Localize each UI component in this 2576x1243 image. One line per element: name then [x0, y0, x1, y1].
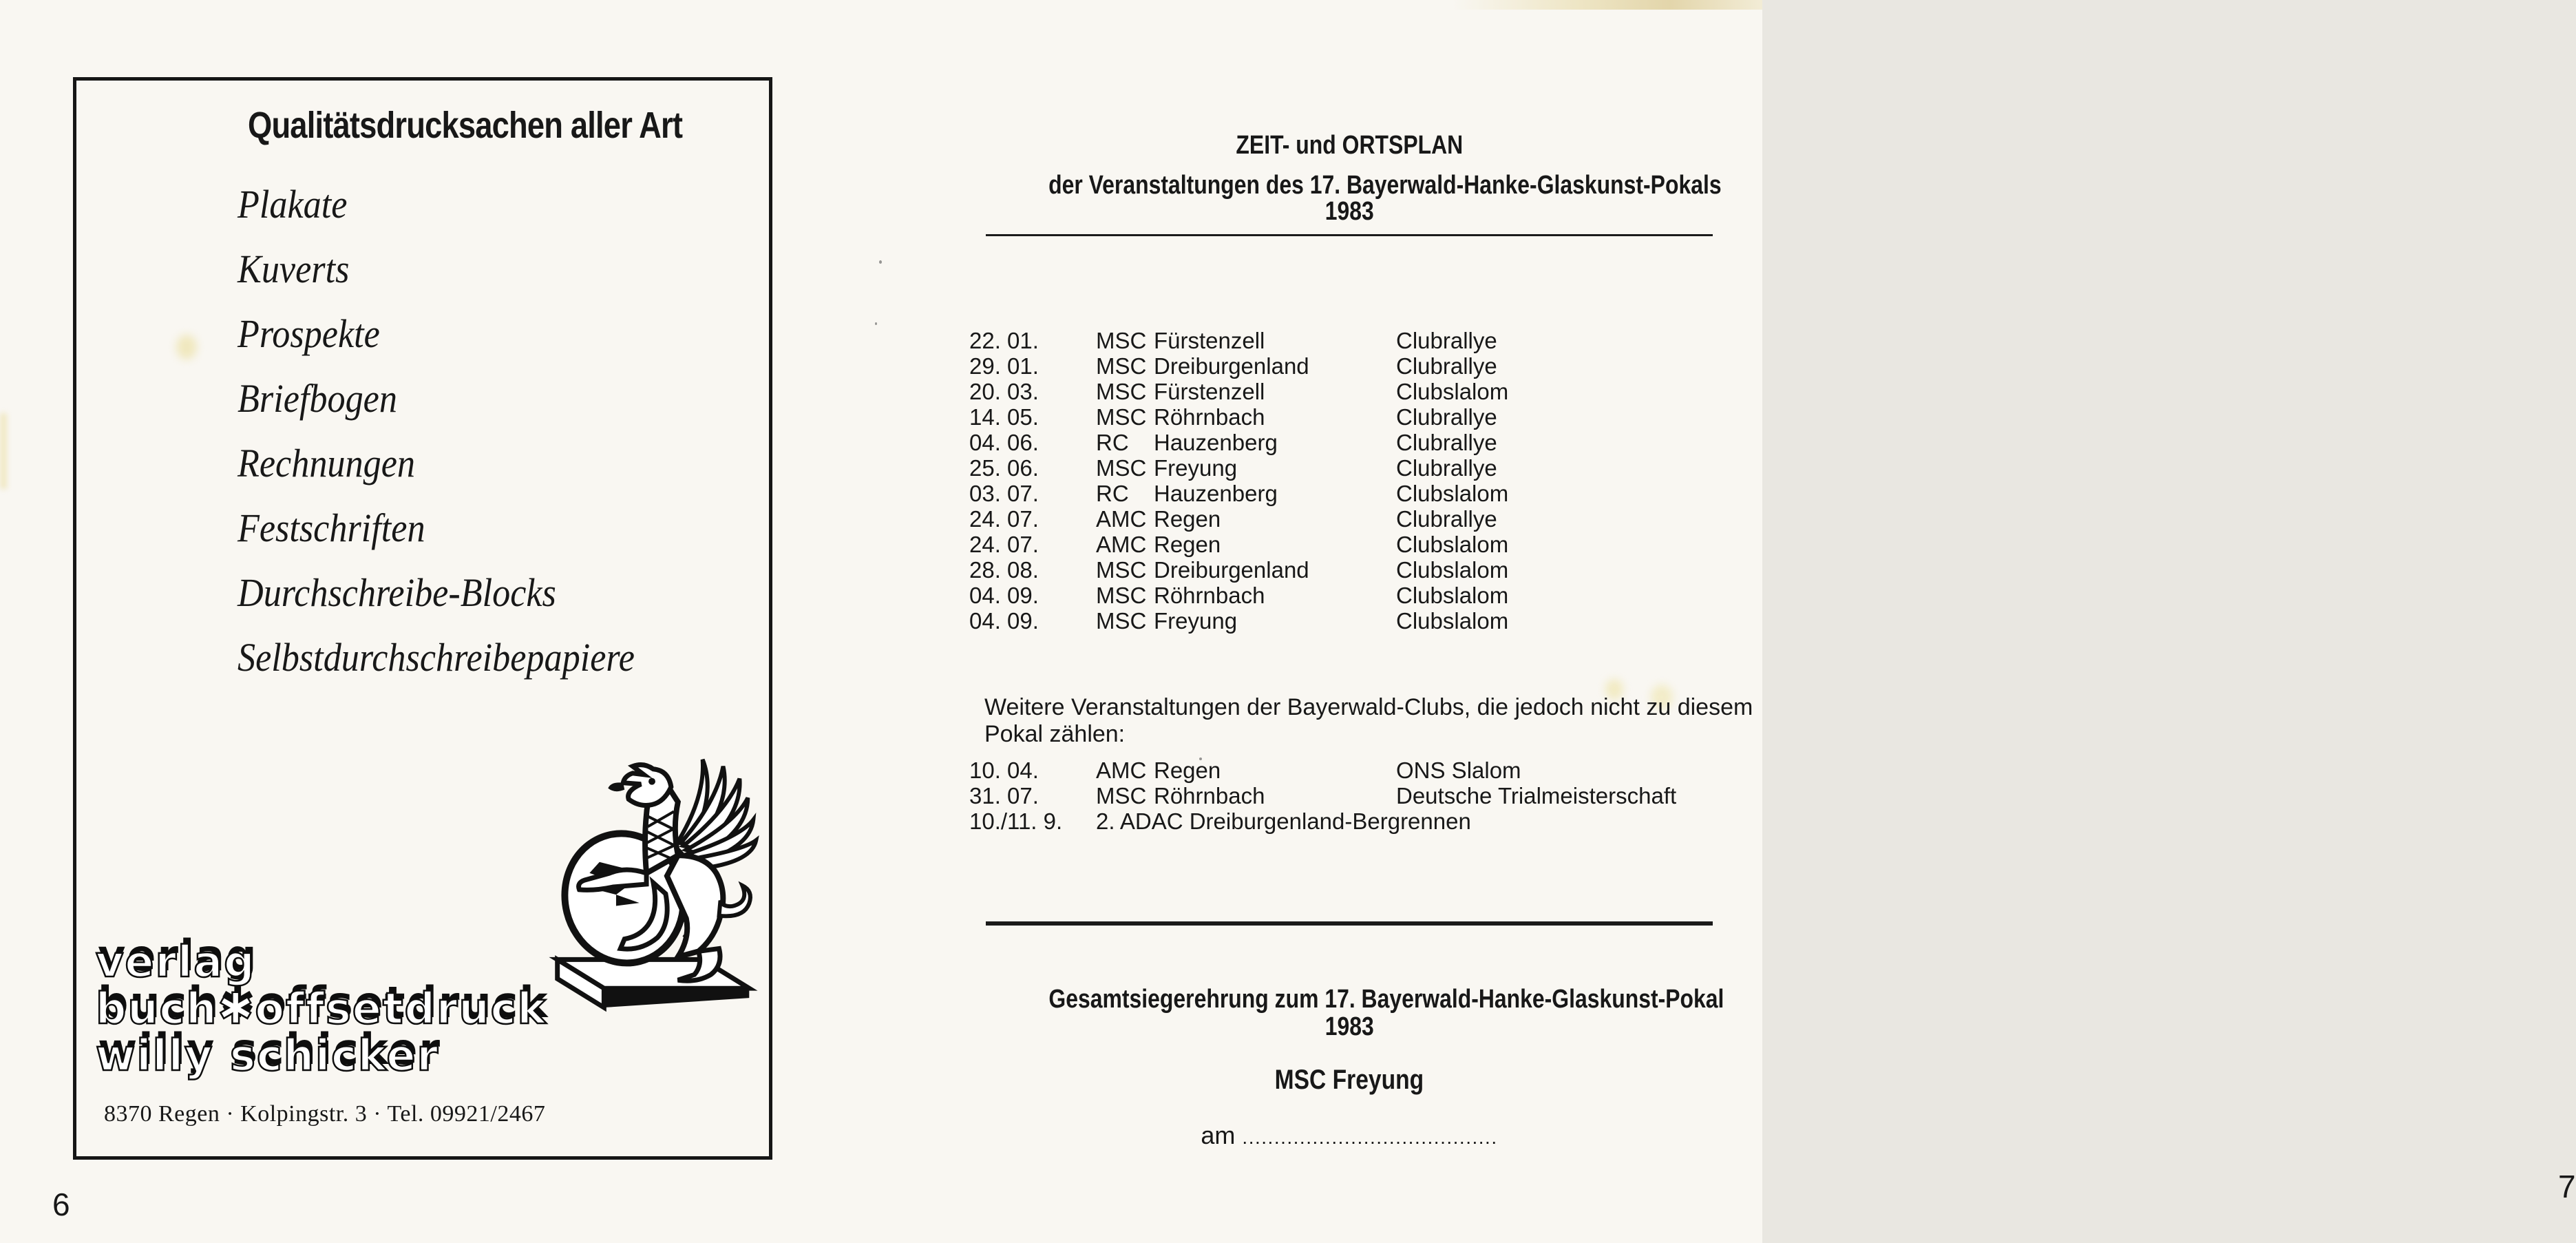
- publisher-address: 8370 Regen · Kolpingstr. 3 · Tel. 09921/2467: [104, 1101, 546, 1127]
- event-date: 04. 09.: [969, 583, 1039, 608]
- event-type: Clubslalom: [1396, 481, 1509, 506]
- event-type: Clubslalom: [1396, 379, 1509, 404]
- event-date: 04. 06.: [969, 430, 1039, 455]
- event-type: Clubrallye: [1396, 506, 1497, 532]
- event-date: 24. 07.: [969, 506, 1039, 532]
- event-date: 28. 08.: [969, 557, 1039, 583]
- event-club-prefix: MSC: [1096, 608, 1147, 634]
- event-club-prefix: RC: [1096, 430, 1129, 455]
- event-row: [881, 379, 1762, 404]
- schedule-title: [984, 131, 1714, 160]
- schedule-year-text: 1983: [1324, 197, 1374, 226]
- event-row: [881, 430, 1762, 455]
- extra-events-note-line: Weitere Veranstaltungen der Bayerwald-Clubs, die jedoch nicht zu diesem: [984, 694, 1753, 720]
- product-list-item: Durchschreibe-Blocks: [237, 570, 556, 615]
- event-club-prefix: MSC: [1096, 557, 1147, 583]
- event-type: Clubrallye: [1396, 353, 1497, 379]
- event-club-prefix: MSC: [1096, 379, 1147, 404]
- event-club-name: Röhrnbach: [1154, 583, 1265, 608]
- publisher-logo-text: [96, 939, 547, 1079]
- event-row: [881, 557, 1762, 583]
- award-title-text: Gesamtsiegerehrung zum 17. Bayerwald-Hanke-Glaskunst-Pokal: [1048, 985, 1724, 1014]
- award-date-line: [984, 1121, 1714, 1150]
- extra-events-note: [984, 694, 1753, 748]
- award-winner: [984, 1065, 1714, 1096]
- event-type: Clubrallye: [1396, 455, 1497, 481]
- award-title: [984, 985, 1724, 1014]
- event-club-prefix: RC: [1096, 481, 1129, 506]
- event-type: Clubslalom: [1396, 608, 1509, 634]
- event-type: Clubrallye: [1396, 328, 1497, 353]
- event-club-name: Fürstenzell: [1154, 328, 1265, 353]
- product-list-item: Festschriften: [237, 505, 425, 550]
- scan-stain: [0, 413, 7, 489]
- event-row: [881, 455, 1762, 481]
- event-row: [881, 328, 1762, 353]
- event-club-name: Freyung: [1154, 608, 1238, 634]
- event-club-name: Hauzenberg: [1154, 481, 1278, 506]
- award-year: [984, 1012, 1714, 1042]
- event-date: 10. 04.: [969, 758, 1039, 783]
- event-club-name: Dreiburgenland: [1154, 353, 1309, 379]
- event-type: Clubrallye: [1396, 404, 1497, 430]
- event-type: Clubslalom: [1396, 557, 1509, 583]
- event-club-prefix: MSC: [1096, 783, 1147, 808]
- product-list-item: Briefbogen: [237, 376, 397, 421]
- event-club-prefix: AMC: [1096, 506, 1147, 532]
- event-club-name: Röhrnbach: [1154, 783, 1265, 808]
- event-club-name: Regen: [1154, 758, 1221, 783]
- extra-events-note-line: Pokal zählen:: [984, 721, 1126, 747]
- divider-rule-top: [986, 234, 1713, 236]
- event-date: 24. 07.: [969, 532, 1039, 557]
- product-list-item: Kuverts: [237, 247, 350, 291]
- publisher-logo-line: buch✱offsetdruck: [96, 983, 547, 1034]
- event-row: [881, 353, 1762, 379]
- right-page: [881, 0, 2576, 1243]
- event-row: [881, 506, 1762, 532]
- award-date-dotted-blank: ........................................: [1242, 1127, 1498, 1148]
- event-date: 03. 07.: [969, 481, 1039, 506]
- event-club-prefix: MSC: [1096, 583, 1147, 608]
- schedule-year: [984, 197, 1714, 227]
- event-date: 14. 05.: [969, 404, 1039, 430]
- event-row: [881, 583, 1762, 608]
- publisher-logo-line: willy schicker: [96, 1030, 440, 1080]
- event-type: Clubrallye: [1396, 430, 1497, 455]
- event-club-name: Regen: [1154, 506, 1221, 532]
- event-club-name: Fürstenzell: [1154, 379, 1265, 404]
- divider-rule-bottom: [986, 921, 1713, 926]
- page-number-left: 6: [52, 1187, 70, 1222]
- event-date: 31. 07.: [969, 783, 1039, 808]
- product-list-item: Plakate: [237, 182, 348, 227]
- extra-event-table: [881, 758, 1762, 834]
- event-row: [881, 758, 1762, 783]
- product-list-item: Prospekte: [237, 311, 380, 356]
- event-date: 10./11. 9.: [969, 808, 1063, 834]
- event-row: [881, 608, 1762, 634]
- event-club-prefix: MSC: [1096, 353, 1147, 379]
- schedule-subtitle-text: der Veranstaltungen des 17. Bayerwald-Hanke-Glaskunst-Pokals: [1048, 171, 1722, 200]
- event-date: 22. 01.: [969, 328, 1039, 353]
- product-list: [237, 181, 679, 699]
- event-type: Clubslalom: [1396, 583, 1509, 608]
- event-club-name: Regen: [1154, 532, 1221, 557]
- event-club-prefix: MSC: [1096, 404, 1147, 430]
- event-date: 20. 03.: [969, 379, 1039, 404]
- event-row: [881, 532, 1762, 557]
- event-club-name: Freyung: [1154, 455, 1238, 481]
- event-row: [881, 808, 1762, 834]
- event-row: [881, 404, 1762, 430]
- event-date: 29. 01.: [969, 353, 1039, 379]
- ad-title: Qualitätsdrucksachen aller Art: [248, 105, 683, 146]
- event-date: 04. 09.: [969, 608, 1039, 634]
- award-year-text: 1983: [1324, 1012, 1374, 1041]
- page-number-right: 7: [2558, 1169, 2576, 1204]
- product-list-item: Rechnungen: [237, 441, 416, 485]
- event-club-prefix: MSC: [1096, 455, 1147, 481]
- event-table: [881, 328, 1762, 634]
- schedule-title-text: ZEIT- und ORTSPLAN: [1236, 131, 1463, 160]
- event-club-name: Röhrnbach: [1154, 404, 1265, 430]
- event-club-prefix: AMC: [1096, 532, 1147, 557]
- event-club-prefix: MSC: [1096, 328, 1147, 353]
- event-club-prefix: 2. ADAC Dreiburgenland-Bergrennen: [1096, 808, 1471, 834]
- event-type: Deutsche Trialmeisterschaft: [1396, 783, 1677, 808]
- event-row: [881, 481, 1762, 506]
- scan-speck: [875, 322, 877, 325]
- event-club-name: Hauzenberg: [1154, 430, 1278, 455]
- award-winner-text: MSC Freyung: [1274, 1065, 1424, 1095]
- event-club-prefix: AMC: [1096, 758, 1147, 783]
- event-club-name: Dreiburgenland: [1154, 557, 1309, 583]
- schedule-subtitle: [984, 171, 1722, 200]
- publisher-logo-line: verlag: [96, 937, 256, 987]
- print-shop-ad: [73, 77, 772, 1160]
- event-type: ONS Slalom: [1396, 758, 1521, 783]
- award-date-prefix: am: [1201, 1121, 1236, 1149]
- event-date: 25. 06.: [969, 455, 1039, 481]
- griffin-printer-mark-icon: [543, 739, 763, 1013]
- event-row: [881, 783, 1762, 808]
- event-type: Clubslalom: [1396, 532, 1509, 557]
- product-list-item: Selbstdurchschreibepapiere: [237, 635, 635, 680]
